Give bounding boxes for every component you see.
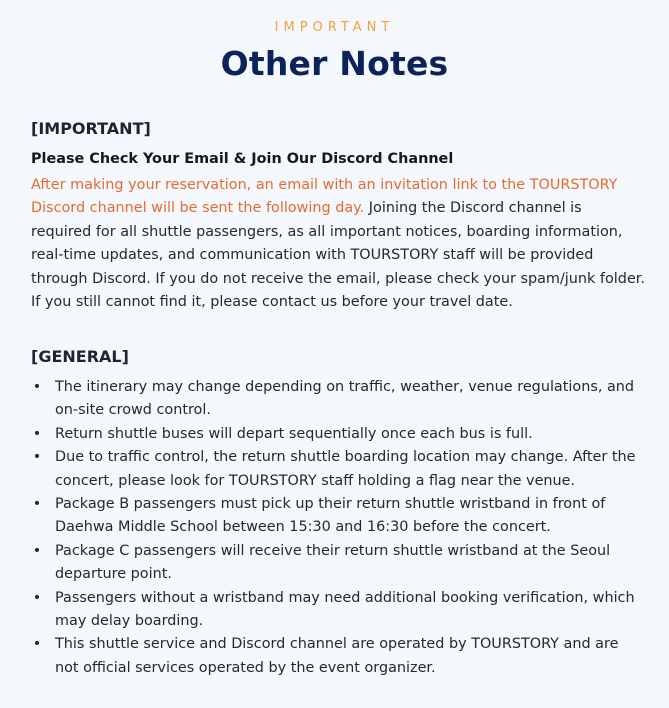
bullet-icon: • [32,449,42,466]
important-section [31,118,645,314]
list-item-text: Passengers without a wristband may need additional booking verification, which may delay boarding. [55,589,635,630]
list-item [31,587,645,634]
list-item-text: Return shuttle buses will depart sequentially once each bus is full. [55,425,533,442]
list-item-text: The itinerary may change depending on traffic, weather, venue regulations, and on-site crowd control. [55,379,635,419]
list-item [31,540,645,587]
eyebrow-label: IMPORTANT [274,20,395,35]
important-body-text: Joining the Discord channel is required for all shuttle passengers, as all important notices, boarding information, real-time updates, and communication with TOURSTORY staff will be provided through Discord. If you do not receive the email, please check your spam/junk folder. If you still cannot find it, please contact us before your travel date. [31,200,645,311]
bullet-icon: • [32,542,42,559]
important-highlight: After making your reservation, an email with an invitation link to the TOURSTORY Discord channel will be sent the following day. [31,177,618,217]
bullet-icon: • [32,425,42,442]
list-item-text: Package C passengers will receive their return shuttle wristband at the Seoul departure point. [55,542,611,583]
important-heading: [IMPORTANT] [31,119,151,138]
general-list [31,376,645,680]
list-item [31,446,645,493]
bullet-icon: • [32,636,42,653]
list-item-text: Package B passengers must pick up their return shuttle wristband in front of Daehwa Middle School between 15:30 and 16:30 before the concert. [55,496,606,536]
page-title: Other Notes [220,44,449,83]
list-item [31,493,645,540]
bullet-icon: • [32,589,42,606]
list-item-text: This shuttle service and Discord channel are operated by TOURSTORY and are not official services operated by the event organizer. [55,636,619,676]
general-section [31,346,645,680]
list-item [31,423,645,446]
important-body [31,174,645,314]
bullet-icon: • [32,379,42,395]
list-item [31,376,645,423]
bullet-icon: • [32,496,42,513]
general-heading: [GENERAL] [31,347,129,366]
list-item [31,633,645,680]
list-item-text: Due to traffic control, the return shuttle boarding location may change. After the concert, please look for TOURSTORY staff holding a flag near the venue. [55,449,636,489]
important-subheading: Please Check Your Email & Join Our Discord Channel [31,151,454,167]
